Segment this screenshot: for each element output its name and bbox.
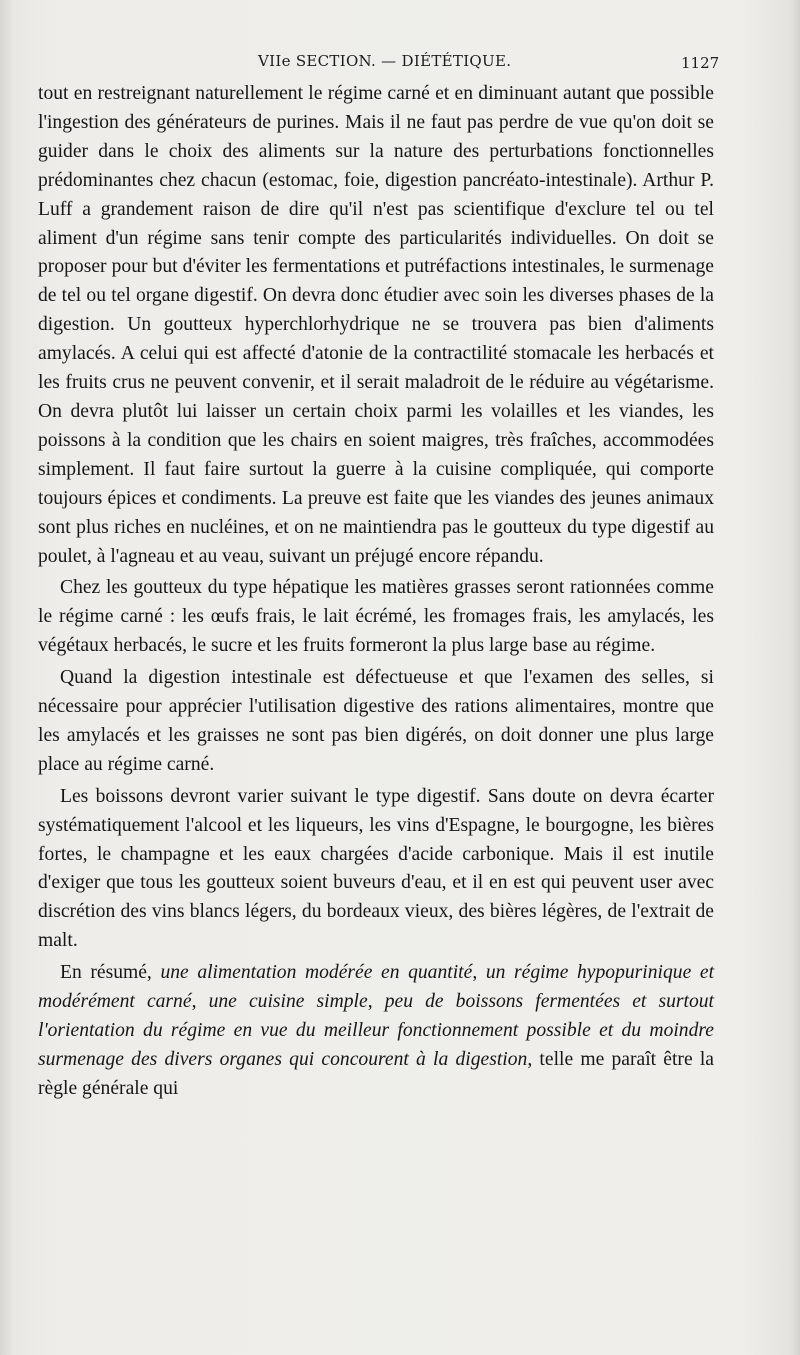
summary-separator: , [191,991,209,1013]
summary-italic-moderate-diet: une alimentation modérée en quantité [160,962,473,984]
page-number: 1127 [681,54,720,72]
page-header [0,52,800,76]
paragraph-intestinal-digestion: Quand la digestion intestinale est défectueuse et que l'examen des selles, si nécessaire pour apprécier l'utilisation digestive des rations alimentaires, montre que les amylacés et les graisses ne sont pas bien digérés, on doit donner une plus large place au régime carné. [38,667,714,775]
summary-italic-simple-cooking: une cuisine simple [208,991,368,1013]
summary-tail: , telle me paraît être la règle générale qui [38,1048,714,1099]
paragraph-digestive-type: tout en restreignant naturellement le régime carné et en diminuant autant que possible l'ingestion des générateurs de purines. Mais il ne faut pas perdre de vue qu'on doit se guider dans le choix des aliments sur la nature des perturbations fonctionnelles prédominantes chez chacun (estomac, foie, digestion pancréato-intestinale). Arthur P. Luff a grandement raison de dire qu'il n'est pas scientifique d'exclure tel ou tel aliment d'un régime sans tenir compte des particularités individuelles. On doit se proposer pour but d'éviter les fermentations et putréfactions intestinales, le surmenage de tel ou tel organe digestif. On devra donc étudier avec soin les diverses phases de la digestion. Un goutteux hyperchlorhydrique ne se trouvera pas bien d'aliments amylacés. A celui qui est affecté d'atonie de la contractilité stomacale les herbacés et les fruits crus ne peuvent convenir, et il serait maladroit de le réduire au végétarisme. On devra plutôt lui laisser un certain choix parmi les volailles et les viandes, les poissons à la condition que les chairs en soient maigres, très fraîches, accommodées simplement. Il faut faire surtout la guerre à la cuisine compliquée, qui comporte toujours épices et condiments. La preuve est faite que les viandes des jeunes animaux sont plus riches en nucléines, et on ne maintiendra pas le goutteux du type digestif au poulet, à l'agneau et au veau, suivant un préjugé encore répandu. [38,83,714,567]
summary-italic-few-fermented-drinks: peu de boissons fermentées et surtout l'orientation du régime en vue du meilleur fonctionnement possible et du moindre surmenage des divers organes qui concourent à la digestion [38,991,715,1070]
summary-separator: , [367,991,385,1013]
running-head: VIIe SECTION. — DIÉTÉTIQUE. [258,52,512,70]
summary-italic-hypopurinic-diet: un régime hypopurinique et modérément carné [38,962,715,1013]
body-text [38,80,714,1104]
paragraph-beverages: Les boissons devront varier suivant le type digestif. Sans doute on devra écarter systématiquement l'alcool et les liqueurs, les vins d'Espagne, le bourgogne, les bières fortes, le champagne et les eaux chargées d'acide carbonique. Mais il est inutile d'exiger que tous les goutteux soient buveurs d'eau, et il en est qui peuvent user avec discrétion des vins blancs légers, du bordeaux vieux, des bières légères, de l'extrait de malt. [38,785,714,952]
paragraph-hepatic-type: Chez les goutteux du type hépatique les matières grasses seront rationnées comme le régime carné : les œufs frais, le lait écrémé, les fromages frais, les amylacés, les végétaux herbacés, le sucre et les fruits formeront la plus large base au régime. [38,577,714,657]
summary-separator: , [472,962,486,984]
paragraph-summary [38,959,714,1104]
summary-lead: En résumé, [60,962,161,984]
